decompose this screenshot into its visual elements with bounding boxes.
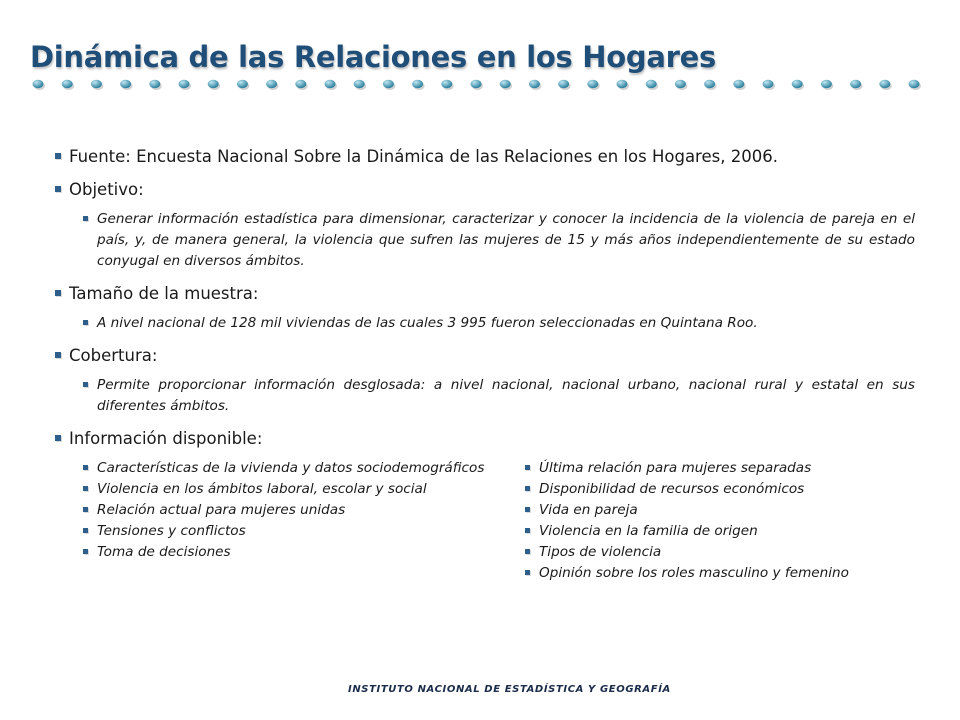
divider-dot — [500, 80, 511, 88]
muestra-text: A nivel nacional de 128 mil viviendas de las cuales 3 995 fueron seleccionadas en Quintana Roo. — [97, 315, 758, 331]
cobertura-label: Cobertura: — [69, 346, 158, 365]
institution-footer: INSTITUTO NACIONAL DE ESTADÍSTICA Y GEOGRAFÍA — [348, 684, 671, 695]
divider-dot — [850, 80, 861, 88]
title-dot-divider — [30, 76, 935, 92]
divider-dot — [704, 80, 715, 88]
divider-dot — [879, 80, 890, 88]
bullet-cobertura — [55, 344, 915, 367]
square-bullet-icon — [55, 435, 61, 441]
square-bullet-icon — [525, 465, 530, 470]
main-content — [55, 145, 915, 608]
bullet-informacion — [55, 427, 915, 450]
divider-dot — [675, 80, 686, 88]
square-bullet-icon — [55, 153, 61, 159]
muestra-label: Tamaño de la muestra: — [69, 284, 259, 303]
divider-dot — [208, 80, 219, 88]
divider-dot — [295, 80, 306, 88]
square-bullet-icon — [83, 216, 88, 221]
informacion-left-list — [55, 458, 513, 563]
page-title: Dinámica de las Relaciones en los Hogares — [30, 40, 716, 74]
list-item: Violencia en la familia de origen — [509, 521, 905, 542]
informacion-right-list — [509, 458, 905, 584]
square-bullet-icon — [83, 549, 88, 554]
divider-dot — [587, 80, 598, 88]
square-bullet-icon — [55, 186, 61, 192]
sub-bullet-cobertura — [55, 375, 915, 417]
square-bullet-icon — [83, 507, 88, 512]
sub-bullet-objetivo — [55, 209, 915, 272]
divider-dot — [529, 80, 540, 88]
list-item: Opinión sobre los roles masculino y femenino — [509, 563, 905, 584]
list-item: Relación actual para mujeres unidas — [55, 500, 513, 521]
square-bullet-icon — [83, 528, 88, 533]
divider-dot — [383, 80, 394, 88]
divider-dot — [62, 80, 73, 88]
divider-dot — [266, 80, 277, 88]
divider-dot — [441, 80, 452, 88]
bullet-objetivo — [55, 178, 915, 201]
bullet-muestra — [55, 282, 915, 305]
divider-dot — [733, 80, 744, 88]
divider-dot — [33, 80, 44, 88]
square-bullet-icon — [83, 382, 88, 387]
divider-dot — [471, 80, 482, 88]
square-bullet-icon — [55, 290, 61, 296]
list-item: Violencia en los ámbitos laboral, escolar y social — [55, 479, 513, 500]
divider-dot — [412, 80, 423, 88]
divider-dot — [325, 80, 336, 88]
square-bullet-icon — [525, 507, 530, 512]
divider-dot — [763, 80, 774, 88]
square-bullet-icon — [525, 528, 530, 533]
square-bullet-icon — [55, 352, 61, 358]
list-item: Tensiones y conflictos — [55, 521, 513, 542]
square-bullet-icon — [83, 486, 88, 491]
divider-dot — [617, 80, 628, 88]
divider-dot — [149, 80, 160, 88]
divider-dot — [179, 80, 190, 88]
square-bullet-icon — [525, 570, 530, 575]
list-item: Características de la vivienda y datos sociodemográficos — [55, 458, 513, 479]
objetivo-label: Objetivo: — [69, 180, 144, 199]
sub-bullet-muestra — [55, 313, 915, 334]
square-bullet-icon — [525, 486, 530, 491]
cobertura-text: Permite proporcionar información desglosada: a nivel nacional, nacional urbano, nacional rural y estatal en sus diferentes ámbitos. — [97, 377, 915, 414]
divider-dot — [909, 80, 920, 88]
square-bullet-icon — [525, 549, 530, 554]
divider-dot — [821, 80, 832, 88]
divider-dot — [120, 80, 131, 88]
divider-dot — [646, 80, 657, 88]
divider-dot — [91, 80, 102, 88]
bullet-fuente — [55, 145, 915, 168]
list-item: Disponibilidad de recursos económicos — [509, 479, 905, 500]
divider-dot — [354, 80, 365, 88]
objetivo-text: Generar información estadística para dimensionar, caracterizar y conocer la incidencia de la violencia de pareja en el país, y, de manera general, la violencia que sufren las mujeres de 15 y más años independientemente de su estado conyugal en diversos ámbitos. — [97, 211, 915, 269]
list-item: Vida en pareja — [509, 500, 905, 521]
informacion-columns — [55, 458, 915, 608]
list-item: Última relación para mujeres separadas — [509, 458, 905, 479]
fuente-text: Fuente: Encuesta Nacional Sobre la Dinámica de las Relaciones en los Hogares, 2006. — [69, 147, 778, 166]
square-bullet-icon — [83, 320, 88, 325]
list-item: Toma de decisiones — [55, 542, 513, 563]
divider-dot — [792, 80, 803, 88]
list-item: Tipos de violencia — [509, 542, 905, 563]
divider-dot — [237, 80, 248, 88]
informacion-label: Información disponible: — [69, 429, 263, 448]
square-bullet-icon — [83, 465, 88, 470]
divider-dot — [558, 80, 569, 88]
